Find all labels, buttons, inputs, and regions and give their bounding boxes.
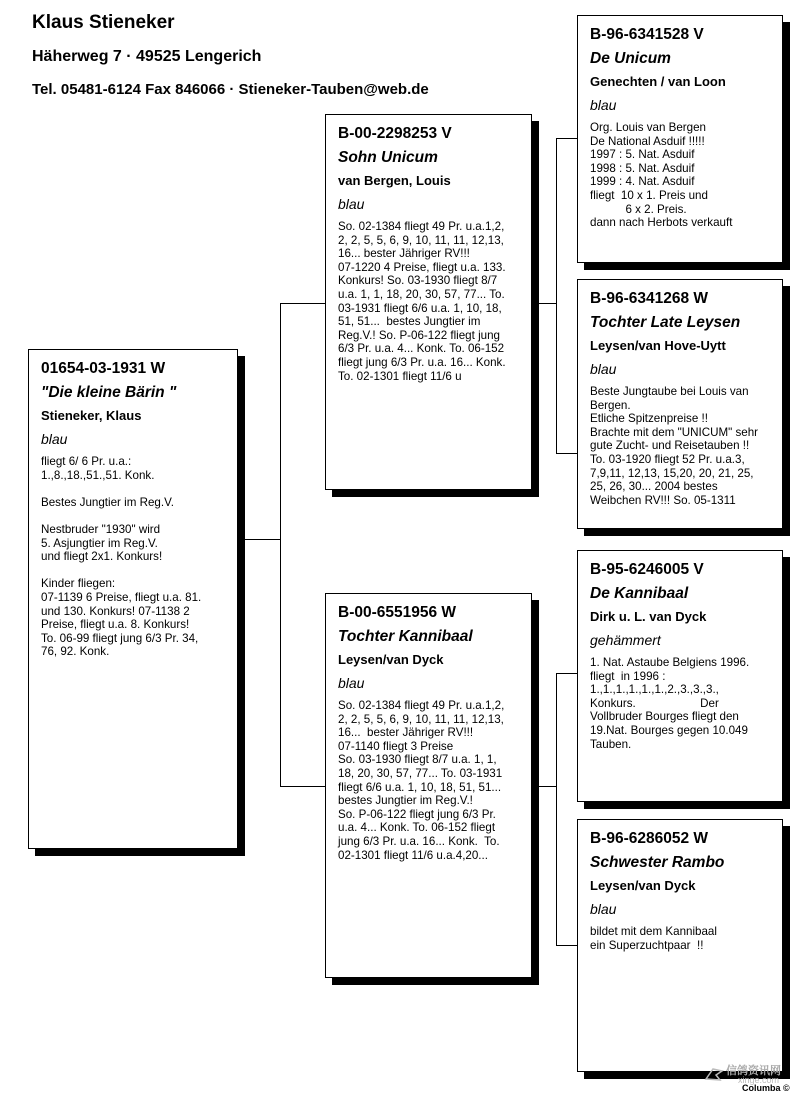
ring-number: B-00-2298253 V xyxy=(338,125,452,142)
pigeon-card-sire-dam xyxy=(577,279,783,529)
pigeon-logo-icon xyxy=(704,1065,724,1083)
performance-notes: 1. Nat. Astaube Belgiens 1996. fliegt in 1996 : 1.,1.,1.,1.,1.,1.,2.,3.,3.,3., Konkurs. Der Vollbruder Bourges fliegt den 19.Nat. Bourges gegen 10.049 Tauben. xyxy=(590,656,750,751)
connector-sire-vertical xyxy=(556,138,557,454)
ring-number: B-96-6341528 V xyxy=(590,26,704,43)
performance-notes: Org. Louis van Bergen De National Asduif !!!!! 1997 : 5. Nat. Asduif 1998 : 5. Nat. Asduif 1999 : 4. Nat. Asduif fliegt 10 x 1. Preis und 6 x 2. Preis. dann nach Herbots verkauft xyxy=(590,121,733,230)
color-label: blau xyxy=(590,901,617,917)
pigeon-name: Schwester Rambo xyxy=(590,854,725,871)
watermark-subtext: xinge.com xyxy=(738,1075,780,1085)
pigeon-card-sire-sire xyxy=(577,15,783,263)
performance-notes: So. 02-1384 fliegt 49 Pr. u.a.1,2, 2, 2, 5, 5, 6, 9, 10, 11, 11, 12,13, 16... bester Jähriger RV!!! 07-1220 4 Preise, fliegt u.a. 133. Konkurs! So. 03-1930 fliegt 8/7 u.a. 1, 1, 18, 20, 30, 57, 77... To. 03-1931 fliegt 6/6 u.a. 1, 10, 18, 51, 51... bestes Jungtier im Reg.V.! So. P-06-122 fliegt jung 6/3 Pr. u.a. 4... Konk. To. 06-152 fliegt jung 6/3 Pr. u.a. 16... Konk. To. 02-1301 fliegt 11/6 u xyxy=(338,220,506,383)
pigeon-card-sire xyxy=(325,114,532,490)
breeder-label: Leysen/van Dyck xyxy=(338,652,444,667)
performance-notes: bildet mit dem Kannibaal ein Superzuchtpaar !! xyxy=(590,925,717,952)
pigeon-name: Tochter Late Leysen xyxy=(590,314,741,331)
connector-to-dam-sire xyxy=(556,673,577,674)
ring-number: 01654-03-1931 W xyxy=(41,360,166,377)
breeder-label: Leysen/van Dyck xyxy=(590,878,696,893)
connector-to-dam-dam xyxy=(556,945,577,946)
connector-dam-vertical xyxy=(556,673,557,946)
connector-dam-out xyxy=(539,786,556,787)
breeder-label: Dirk u. L. van Dyck xyxy=(590,609,707,624)
color-label: blau xyxy=(338,196,365,212)
performance-notes: fliegt 6/ 6 Pr. u.a.: 1.,8.,18.,51.,51. Konk. Bestes Jungtier im Reg.V. Nestbruder "1930" wird 5. Asjungtier im Reg.V. und fliegt 2x1. Konkurs! Kinder fliegen: 07-1139 6 Preise, fliegt u.a. 81. und 130. Konkurs! 07-1138 2 Preise, fliegt u.a. 8. Konkurs! To. 06-99 fliegt jung 6/3 Pr. 34, 76, 92. Konk. xyxy=(41,455,202,659)
breeder-name: Klaus Stieneker xyxy=(32,12,175,33)
pigeon-name: Tochter Kannibaal xyxy=(338,628,473,645)
pigeon-card-dam-dam xyxy=(577,819,783,1072)
connector-to-sire-sire xyxy=(556,138,577,139)
watermark-text: 信鸽资讯网 xyxy=(726,1065,781,1077)
breeder-label: van Bergen, Louis xyxy=(338,173,451,188)
connector-subject-out xyxy=(245,539,280,540)
breeder-contact: Tel. 05481-6124 Fax 846066 · Stieneker-Tauben@web.de xyxy=(32,81,429,98)
color-label: blau xyxy=(590,361,617,377)
connector-to-sire xyxy=(280,303,325,304)
connector-gen1-vertical xyxy=(280,303,281,787)
color-label: blau xyxy=(41,431,68,447)
pigeon-card-subject xyxy=(28,349,238,849)
breeder-label: Stieneker, Klaus xyxy=(41,408,142,423)
color-label: gehämmert xyxy=(590,632,661,648)
ring-number: B-96-6286052 W xyxy=(590,830,709,847)
copyright-label: Columba © xyxy=(742,1083,790,1093)
pigeon-name: Sohn Unicum xyxy=(338,149,438,166)
color-label: blau xyxy=(590,97,617,113)
breeder-label: Leysen/van Hove-Uytt xyxy=(590,338,726,353)
connector-to-sire-dam xyxy=(556,453,577,454)
performance-notes: So. 02-1384 fliegt 49 Pr. u.a.1,2, 2, 2, 5, 5, 6, 9, 10, 11, 11, 12,13, 16... bester Jähriger RV!!! 07-1140 fliegt 3 Preise So. 03-1930 fliegt 8/7 u.a. 1, 1, 18, 20, 30, 57, 77... To. 03-1931 fliegt 6/6 u.a. 1, 10, 18, 51, 51... bestes Jungtier im Reg.V.! So. P-06-122 fliegt jung 6/3 Pr. u.a. 4... Konk. To. 06-152 fliegt jung 6/3 Pr. u.a. 16... Konk. To. 02-1301 fliegt 11/6 u.a.4,20... xyxy=(338,699,505,862)
breeder-address: Häherweg 7 · 49525 Lengerich xyxy=(32,48,262,65)
pigeon-name: De Kannibaal xyxy=(590,585,689,602)
performance-notes: Beste Jungtaube bei Louis van Bergen. Etliche Spitzenpreise !! Brachte mit dem "UNICUM" sehr gute Zucht- und Reisetauben !! To. 03-1920 fliegt 52 Pr. u.a.3, 7,9,11, 12,13, 15,20, 20, 21, 25, 25, 26, 30... 2004 bestes Weibchen RV!!! So. 05-1311 xyxy=(590,385,759,507)
connector-sire-out xyxy=(539,303,556,304)
color-label: blau xyxy=(338,675,365,691)
pigeon-card-dam-sire xyxy=(577,550,783,802)
pigeon-name: De Unicum xyxy=(590,50,671,67)
ring-number: B-96-6341268 W xyxy=(590,290,709,307)
connector-to-dam xyxy=(280,786,325,787)
breeder-label: Genechten / van Loon xyxy=(590,74,726,89)
ring-number: B-00-6551956 W xyxy=(338,604,457,621)
pigeon-card-dam xyxy=(325,593,532,978)
pigeon-name: "Die kleine Bärin " xyxy=(41,384,177,401)
ring-number: B-95-6246005 V xyxy=(590,561,704,578)
